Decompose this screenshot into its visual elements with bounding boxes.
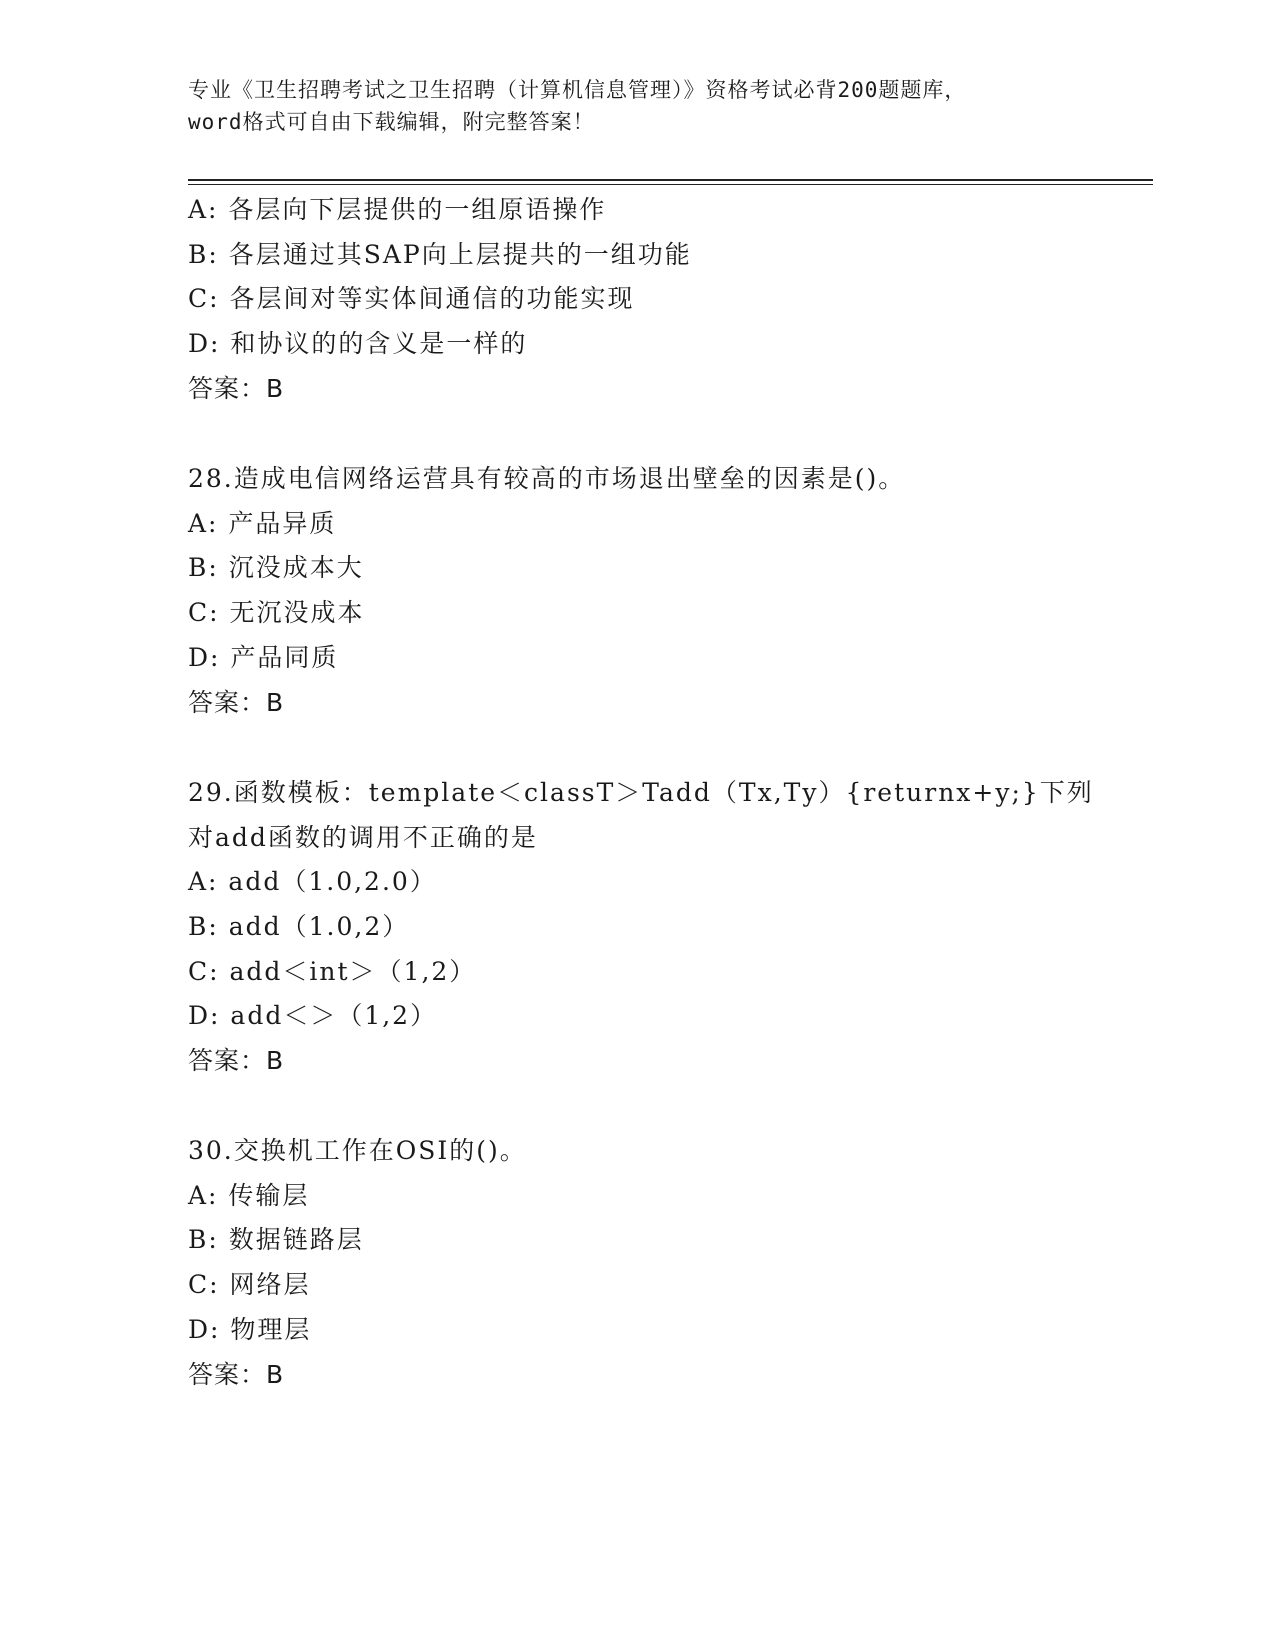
q30-option-a: A: 传输层 [188, 1181, 310, 1210]
q28-option-c: C: 无沉没成本 [188, 598, 365, 627]
header-divider-thick [188, 179, 1153, 181]
q28-answer: 答案：B [188, 688, 285, 717]
q27-option-c: C: 各层间对等实体间通信的功能实现 [188, 284, 635, 313]
q27-option-d: D: 和协议的的含义是一样的 [188, 329, 528, 358]
q29-option-a: A: add（1.0,2.0） [188, 867, 437, 896]
q27-option-b: B: 各层通过其SAP向上层提共的一组功能 [188, 240, 692, 269]
header-divider-thin [188, 184, 1153, 185]
q28-option-d: D: 产品同质 [188, 643, 339, 672]
q27-answer: 答案：B [188, 374, 285, 403]
q28-option-b: B: 沉没成本大 [188, 553, 364, 582]
header-line-2: word格式可自由下载编辑，附完整答案！ [188, 110, 595, 134]
header-line-1: 专业《卫生招聘考试之卫生招聘（计算机信息管理）》资格考试必背200题题库， [188, 78, 967, 102]
document-header [188, 74, 1088, 138]
q29-option-d: D: add＜＞（1,2） [188, 1001, 438, 1030]
q29-option-c: C: add＜int＞（1,2） [188, 957, 477, 986]
q30-question: 30.交换机工作在OSI的()。 [188, 1136, 527, 1165]
q30-option-d: D: 物理层 [188, 1315, 312, 1344]
q29-question-line-1: 29.函数模板：template＜classT＞Tadd（Tx,Ty）{returnx+y;}下列 [188, 778, 1094, 807]
q28-option-a: A: 产品异质 [188, 509, 337, 538]
q28-question: 28.造成电信网络运营具有较高的市场退出壁垒的因素是()。 [188, 464, 906, 493]
q30-answer: 答案：B [188, 1360, 285, 1389]
q29-question-line-2: 对add函数的调用不正确的是 [188, 823, 538, 852]
q27-option-a: A: 各层向下层提供的一组原语操作 [188, 195, 607, 224]
q30-option-b: B: 数据链路层 [188, 1225, 364, 1254]
q30-option-c: C: 网络层 [188, 1270, 311, 1299]
q29-answer: 答案：B [188, 1046, 285, 1075]
q29-option-b: B: add（1.0,2） [188, 912, 410, 941]
